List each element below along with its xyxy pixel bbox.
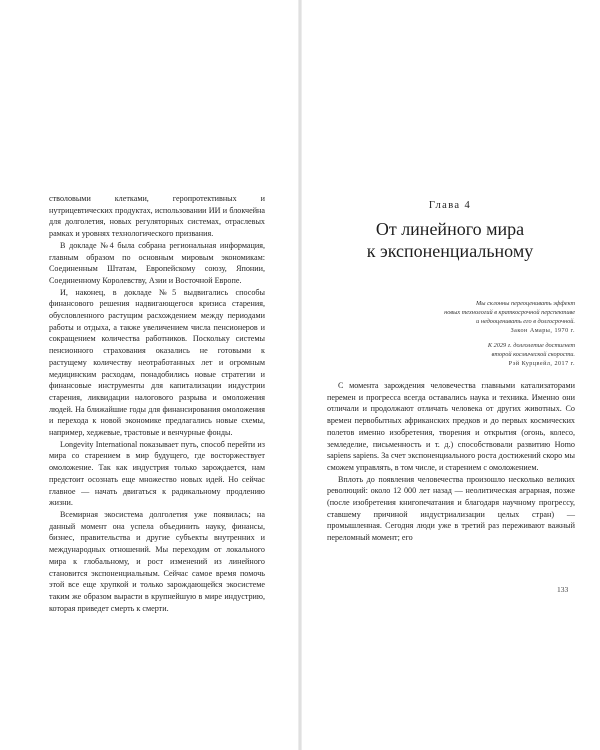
chapter-title-line-1: От линейного мира (375, 219, 525, 239)
right-paragraph-2: Вплоть до появления человечества произошло несколько великих революций: около 12 000 лет назад — неолитическая аграрная, позже (после изобретения книгопечатания и благодаря научному прогрессу, ставшему причиной индустриализации целых стран) — промышленная. Сегодня люди уже в третий раз переживают важный переломный момент; его (327, 474, 575, 543)
left-paragraph-1: стволовыми клетками, геропротективных и нутрицевтических продуктах, использовании ИИ и блокчейна для долголетия, новых регуляторных системах, отраслевых рамках и уровнях технологического призвания. (49, 194, 265, 239)
epigraph-2-line-2: второй космической скорости. (491, 351, 575, 358)
epigraphs (360, 299, 575, 374)
right-paragraph-1: С момента зарождения человечества главными катализаторами перемен и прогресса всегда оставались наука и техника. Именно они отличали и продолжают отличать человека от других животных. Со времен первобытных африканских предков и до первых космических полетов именно изобретения, творения и открытия (огонь, колесо, земледелие, письменность и т. д.) способствовали развитию Homo sapiens sapiens. За счет экспоненциального роста достижений скоро мы сможем управлять, в том числе, и старением с омоложением. (327, 381, 575, 472)
right-page-text (327, 380, 575, 544)
epigraph-2-author: Рэй Курцвейл, 2017 г. (508, 361, 575, 367)
chapter-label: Глава 4 (428, 200, 472, 211)
left-paragraph-4: Longevity International показывает путь, способ перейти из мира со старением в мир будущего, где восторжествует омоложение. Так как индустрия только зарождается, нам предстоит осознать еще множество новых идей. Но сейчас главное — начать двигаться к радикальному продлению жизни. (49, 439, 265, 508)
chapter-title (300, 218, 600, 262)
left-paragraph-3: И, наконец, в докладе №5 выдвигались способы финансового решения надвигающегося кризиса старения, обусловленного растущим расхождением между периодами работы и отдыха, а также увеличением числа пенсионеров и сокращением количества работников. Поскольку системы пенсионного страхования оказались не готовыми к растущему количеству неотработанных лет и огромным медицинским расходам, понадобились новые стратегии и финансовые инструменты для капитализации индустрии старения, ликвидации налогового разрыва и омоложения людей. На ближайшие годы для финансирования омоложения и перехода к новой экономике предлагались новые схемы, например, хеджевые, трастовые и венчурные фонды. (49, 287, 265, 438)
left-paragraph-2: В докладе №4 была собрана региональная информация, главным образом по основным мировым экономикам: Соединенным Штатам, Европейскому союзу, Японии, Соединенному Королевству, Азии и Восточной Европе. (49, 240, 265, 285)
epigraph-1-line-1: Мы склонны переоценивать эффект (476, 300, 575, 307)
epigraph-2 (360, 341, 575, 369)
left-page-text (49, 193, 265, 614)
page-number: 133 (557, 585, 569, 594)
epigraph-1 (360, 299, 575, 336)
epigraph-1-line-2: новых технологий в краткосрочной перспективе (444, 309, 575, 316)
left-paragraph-5: Всемирная экосистема долголетия уже появилась; на данный момент она успела объединить науку, финансы, бизнес, правительства и другие субъекты внутренних и международных отношений. Мы переходим от локального мира к глобальному, и рост изменений из линейного становится экспоненциальным. Сейчас самое время помочь этой все еще хрупкой и только зарождающейся экосистеме таким же образом вырасти в крупнейшую в мире индустрию, которая приведет смерть к смерти. (49, 509, 265, 613)
epigraph-2-line-1: К 2029 г. долголетие достигнет (487, 342, 575, 349)
book-gutter (298, 0, 302, 750)
epigraph-1-author: Закон Амары, 1970 г. (510, 328, 575, 334)
chapter-title-line-2: к экспоненциальному (366, 241, 534, 261)
epigraph-1-line-3: и недооценивать его в долгосрочной. (476, 318, 575, 325)
right-page (300, 0, 600, 750)
